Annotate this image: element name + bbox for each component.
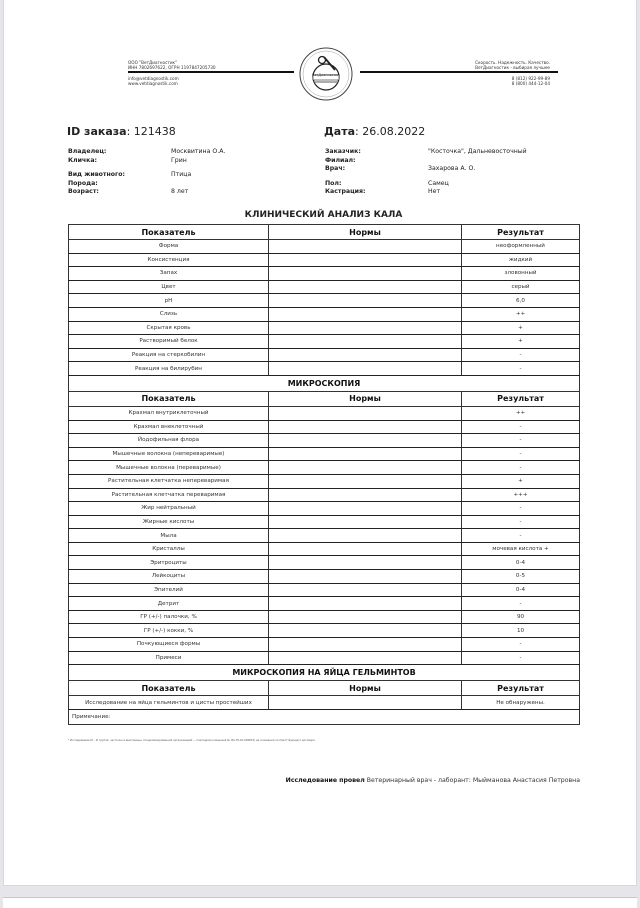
slogan-line-1: Скорость. Надежность. Качество. [475, 60, 550, 65]
table-row [69, 362, 580, 376]
indicator-cell: Скрытая кровь [69, 321, 269, 335]
indicator-cell: Крахмал внеклеточный [69, 420, 269, 434]
indicator-cell: pH [69, 294, 269, 308]
indicator-cell: Форма [69, 240, 269, 254]
result-cell: - [462, 461, 580, 475]
result-cell: зловонный [462, 267, 580, 281]
indicator-cell: Мыла [69, 529, 269, 543]
table-row [69, 597, 580, 611]
indicator-cell: Реакция на стеркобилин [69, 348, 269, 362]
document-page [3, 0, 637, 886]
result-cell: + [462, 321, 580, 335]
info-breed: Порода: [68, 179, 98, 187]
table-row [69, 335, 580, 349]
section-title-helminths: МИКРОСКОПИЯ НА ЯЙЦА ГЕЛЬМИНТОВ [69, 665, 580, 681]
result-cell: - [462, 420, 580, 434]
order-date [324, 125, 425, 138]
norm-cell [269, 348, 462, 362]
signature [286, 777, 580, 784]
info-species: Вид животного: Птица [68, 171, 192, 179]
norm-cell [269, 294, 462, 308]
norm-cell [269, 362, 462, 376]
table-row [69, 624, 580, 638]
table-row [69, 638, 580, 652]
result-cell: - [462, 651, 580, 665]
company-website: www.vetdiagnostik.com [128, 81, 178, 86]
table-row [69, 583, 580, 597]
table-row [69, 610, 580, 624]
table-row [69, 542, 580, 556]
company-contacts [128, 76, 179, 86]
header-rule-right [360, 71, 558, 73]
result-cell: - [462, 515, 580, 529]
section-title-microscopy: МИКРОСКОПИЯ [69, 375, 580, 391]
norm-cell [269, 583, 462, 597]
col-norms: Нормы [269, 225, 462, 240]
col-result: Результат [462, 681, 580, 696]
slogan-line-2: ВетДиагностик - выбирая лучшее [475, 65, 550, 70]
indicator-cell: Крахмал внутриклеточный [69, 406, 269, 420]
table-row [69, 240, 580, 254]
norm-cell [269, 253, 462, 267]
indicator-cell: Слизь [69, 307, 269, 321]
info-nickname: Кличка: Грин [68, 156, 187, 164]
company-email: info@vetdiagnostik.com [128, 76, 179, 81]
table-row [69, 253, 580, 267]
info-customer: Заказчик: "Косточка", Дальневосточный [325, 148, 527, 155]
table-row [69, 556, 580, 570]
indicator-cell: Кристаллы [69, 542, 269, 556]
header-rule-left [128, 71, 294, 73]
table-row [69, 280, 580, 294]
footnote: * Исследование ID - Ф группе: частично в выполнены, специализированной организацией — партнером (лицензия № ЛО-78-01-009833) на основании соответствующего договора [68, 739, 315, 742]
table-row [69, 461, 580, 475]
indicator-cell: Эритроциты [69, 556, 269, 570]
next-page-edge [3, 897, 637, 908]
norm-cell [269, 321, 462, 335]
col-indicator: Показатель [69, 391, 269, 406]
order-id [67, 125, 176, 138]
col-indicator: Показатель [69, 225, 269, 240]
table-row [69, 651, 580, 665]
logo-text: ВетДиагностик [312, 73, 340, 77]
norm-cell [269, 542, 462, 556]
indicator-cell: Запах [69, 267, 269, 281]
result-cell: +++ [462, 488, 580, 502]
table-header-row [69, 225, 580, 240]
norm-cell [269, 651, 462, 665]
table-row [69, 696, 580, 710]
info-owner: Владелец: Москвитина О.А. [68, 148, 226, 155]
result-cell: 0-4 [462, 583, 580, 597]
table-row [69, 307, 580, 321]
result-cell: - [462, 502, 580, 516]
info-castration: Кастрация: Нет [325, 188, 441, 196]
result-cell: 90 [462, 610, 580, 624]
indicator-cell: Лейкоциты [69, 570, 269, 584]
indicator-cell: Почкующиеся формы [69, 638, 269, 652]
indicator-cell: Консистенция [69, 253, 269, 267]
table-row [69, 420, 580, 434]
result-cell: ++ [462, 307, 580, 321]
table-row [69, 515, 580, 529]
norm-cell [269, 624, 462, 638]
table-row [69, 267, 580, 281]
norm-cell [269, 267, 462, 281]
table-row [69, 502, 580, 516]
phone-2: 8 (800) 444-12-04 [511, 81, 550, 86]
info-age: Возраст: 8 лет [68, 188, 189, 196]
result-cell: неоформленный [462, 240, 580, 254]
result-cell: ++ [462, 406, 580, 420]
results-table [68, 224, 580, 725]
col-result: Результат [462, 225, 580, 240]
phone-1: 8 (812) 922-99-89 [511, 76, 550, 81]
col-norms: Нормы [269, 391, 462, 406]
info-sex: Пол: Самец [325, 179, 449, 187]
signature-label: Исследование провел [285, 777, 365, 784]
table-row [69, 294, 580, 308]
result-cell: 6,0 [462, 294, 580, 308]
norm-cell [269, 638, 462, 652]
result-cell: - [462, 638, 580, 652]
result-cell: 0-4 [462, 556, 580, 570]
result-cell: - [462, 362, 580, 376]
company-ids: ИНН 7802697622, ОГРН 1197847205730 [128, 65, 216, 70]
norm-cell [269, 696, 462, 710]
company-phones [512, 76, 550, 86]
result-cell: + [462, 474, 580, 488]
norm-cell [269, 406, 462, 420]
table-header-row [69, 391, 580, 406]
order-date-value: : 26.08.2022 [355, 125, 426, 138]
result-cell: - [462, 529, 580, 543]
table-row [69, 529, 580, 543]
norm-cell [269, 335, 462, 349]
indicator-cell: Примеси [69, 651, 269, 665]
norm-cell [269, 610, 462, 624]
norm-cell [269, 280, 462, 294]
order-date-label: Дата [324, 125, 356, 138]
norm-cell [269, 461, 462, 475]
indicator-cell: Детрит [69, 597, 269, 611]
company-name: ООО "ВетДиагностик" [128, 60, 178, 65]
indicator-cell: Эпителий [69, 583, 269, 597]
info-branch: Филиал: [325, 156, 356, 164]
indicator-cell: Реакция на билирубин [69, 362, 269, 376]
table-row [69, 406, 580, 420]
norm-cell [269, 420, 462, 434]
indicator-cell: Йодофильная флора [69, 434, 269, 448]
indicator-cell: ГР (+/-) кокки, % [69, 624, 269, 638]
info-doctor: Врач: Захарова А. О. [325, 165, 476, 173]
norm-cell [269, 570, 462, 584]
norm-cell [269, 447, 462, 461]
col-result: Результат [462, 391, 580, 406]
company-slogan [475, 60, 550, 70]
table-row [69, 488, 580, 502]
indicator-cell: Растительная клетчатка переваримая [69, 488, 269, 502]
result-cell: 10 [462, 624, 580, 638]
norm-cell [269, 488, 462, 502]
indicator-cell: Растительная клетчатка непереваримая [69, 474, 269, 488]
signature-text: Ветеринарный врач - лаборант: Мыйманова Анастасия Петровна [364, 777, 580, 784]
patient-info [68, 148, 225, 197]
order-id-label: ID заказа [67, 125, 127, 138]
result-cell: жидкий [462, 253, 580, 267]
report-title: КЛИНИЧЕСКИЙ АНАЛИЗ КАЛА [244, 210, 403, 220]
table-row [69, 321, 580, 335]
norm-cell [269, 515, 462, 529]
result-cell: серый [462, 280, 580, 294]
col-indicator: Показатель [69, 681, 269, 696]
norm-cell [269, 529, 462, 543]
table-row [69, 474, 580, 488]
table-row [69, 348, 580, 362]
norm-cell [269, 502, 462, 516]
indicator-cell: Цвет [69, 280, 269, 294]
col-norms: Нормы [269, 681, 462, 696]
result-cell: - [462, 434, 580, 448]
indicator-cell: Жир нейтральный [69, 502, 269, 516]
indicator-cell: Мышечные волокна (переваримые) [69, 461, 269, 475]
result-cell: + [462, 335, 580, 349]
norm-cell [269, 240, 462, 254]
table-header-row [69, 681, 580, 696]
norm-cell [269, 597, 462, 611]
norm-cell [269, 434, 462, 448]
indicator-cell: Жирные кислоты [69, 515, 269, 529]
norm-cell [269, 307, 462, 321]
indicator-cell: Растворимый белок [69, 335, 269, 349]
indicator-cell: Исследование на яйца гельминтов и цисты простейших [69, 696, 269, 710]
table-row [69, 570, 580, 584]
result-cell: мочевая кислота + [462, 542, 580, 556]
company-info [128, 60, 216, 70]
indicator-cell: ГР (+/-) палочки, % [69, 610, 269, 624]
result-cell: Не обнаружены. [462, 696, 580, 710]
norm-cell [269, 556, 462, 570]
norm-cell [269, 474, 462, 488]
result-cell: - [462, 597, 580, 611]
indicator-cell: Мышечные волокна (непереваримые) [69, 447, 269, 461]
result-cell: - [462, 348, 580, 362]
order-id-value: : 121438 [126, 125, 176, 138]
note-cell: Примечание: [69, 709, 580, 724]
table-row [69, 434, 580, 448]
table-row [69, 447, 580, 461]
result-cell: - [462, 447, 580, 461]
client-info [325, 148, 527, 197]
result-cell: 0-5 [462, 570, 580, 584]
